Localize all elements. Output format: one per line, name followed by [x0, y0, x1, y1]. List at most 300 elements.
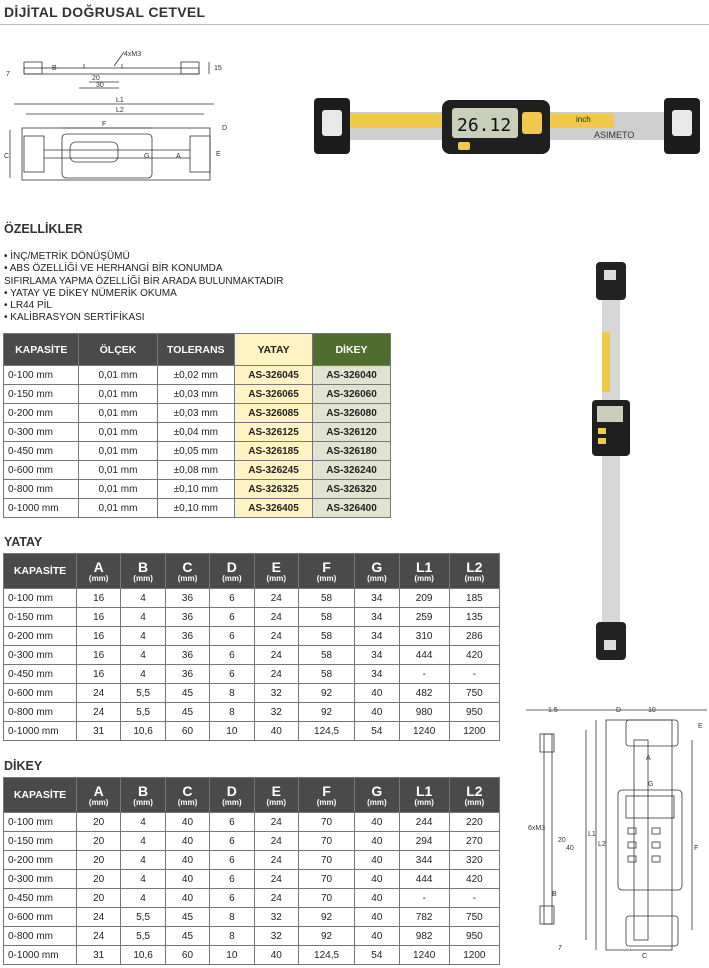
- yatay-table-cell: 5,5: [121, 703, 165, 722]
- dikey-table-cell: 40: [355, 889, 399, 908]
- header-dikey: DİKEY: [313, 334, 391, 366]
- dikey-header-e: [254, 778, 298, 813]
- spec-table-cell: AS-326040: [313, 366, 391, 385]
- yatay-table-cell: 45: [165, 703, 209, 722]
- yatay-table-cell: 32: [254, 703, 298, 722]
- spec-table-cell: 0,01 mm: [79, 499, 157, 518]
- spec-table-cell: AS-326085: [235, 404, 313, 423]
- yatay-table-cell: 8: [210, 684, 254, 703]
- drawing-label-15: 15: [214, 65, 222, 72]
- yatay-table-cell: 54: [355, 722, 399, 741]
- yatay-table-cell: 24: [254, 589, 298, 608]
- page-title: DİJİTAL DOĞRUSAL CETVEL: [4, 4, 206, 20]
- yatay-table-cell: 4: [121, 589, 165, 608]
- drawing-label-g: G: [648, 781, 654, 788]
- dikey-header-row: [4, 778, 500, 813]
- drawing-label-l2: L2: [116, 107, 124, 114]
- yatay-table-cell: 36: [165, 589, 209, 608]
- yatay-table-cell: 16: [77, 627, 121, 646]
- dikey-header-f: [298, 778, 354, 813]
- spec-table-cell: AS-326185: [235, 442, 313, 461]
- feature-item: • İNÇ/METRİK DÖNÜŞÜMÜ: [4, 251, 130, 262]
- dikey-table-row: [4, 889, 500, 908]
- yatay-table-cell: 32: [254, 684, 298, 703]
- dikey-header-letter: G: [371, 782, 383, 799]
- yatay-table-cell: 4: [121, 608, 165, 627]
- horizontal-technical-drawing: [4, 46, 239, 206]
- drawing-label-a: A: [176, 153, 181, 160]
- dikey-table-cell: 982: [399, 927, 449, 946]
- yatay-header-unit: (mm): [367, 573, 387, 583]
- yatay-table-cell: 58: [298, 627, 354, 646]
- yatay-table-cell: 750: [449, 684, 499, 703]
- dikey-header-unit: (mm): [133, 797, 153, 807]
- yatay-table-cell: 36: [165, 665, 209, 684]
- spec-table-cell: 0-100 mm: [4, 366, 79, 385]
- yatay-table-cell: 0-100 mm: [4, 589, 77, 608]
- spec-header-row: [4, 334, 391, 366]
- dikey-table-cell: 124,5: [298, 946, 354, 965]
- dikey-header-unit: (mm): [464, 797, 485, 807]
- dikey-header-letter: B: [138, 782, 149, 799]
- yatay-table-cell: 16: [77, 665, 121, 684]
- yatay-header-unit: (mm): [316, 573, 337, 583]
- yatay-header-unit: (mm): [464, 573, 485, 583]
- dikey-table-cell: 40: [355, 927, 399, 946]
- yatay-header-g: [355, 554, 399, 589]
- header-olcek: ÖLÇEK: [79, 334, 157, 366]
- spec-table-cell: ±0,05 mm: [157, 442, 235, 461]
- yatay-table-cell: 58: [298, 646, 354, 665]
- yatay-table-cell: 286: [449, 627, 499, 646]
- dikey-table-cell: 40: [165, 889, 209, 908]
- dikey-table-cell: 40: [165, 870, 209, 889]
- dikey-table-cell: 4: [121, 851, 165, 870]
- dikey-table-cell: 6: [210, 832, 254, 851]
- dikey-table-cell: 24: [254, 851, 298, 870]
- display-value: 26.12: [457, 115, 512, 136]
- dikey-table-cell: 6: [210, 851, 254, 870]
- header-tolerans: TOLERANS: [157, 334, 235, 366]
- feature-item: SIFIRLAMA YAPMA ÖZELLİĞİ BİR ARADA BULUNMAKTADIR: [4, 275, 284, 287]
- dikey-table-row: [4, 851, 500, 870]
- dikey-table-cell: 70: [298, 813, 354, 832]
- dikey-header-letter: A: [93, 782, 104, 799]
- yatay-header-l2: [449, 554, 499, 589]
- dikey-table-cell: 950: [449, 927, 499, 946]
- yatay-table-cell: 16: [77, 646, 121, 665]
- spec-table-cell: 0-450 mm: [4, 442, 79, 461]
- drawing-label-d: D: [222, 125, 228, 132]
- horizontal-scale-photo: [314, 92, 700, 160]
- feature-item: • KALİBRASYON SERTİFİKASI: [4, 312, 145, 324]
- yatay-heading: YATAY: [4, 535, 43, 549]
- dikey-header-d: [210, 778, 254, 813]
- dikey-header-l1: [399, 778, 449, 813]
- dikey-header-unit: (mm): [177, 797, 198, 807]
- spec-table-cell: 0,01 mm: [79, 385, 157, 404]
- spec-table-cell: 0,01 mm: [79, 423, 157, 442]
- dikey-table-cell: 220: [449, 813, 499, 832]
- feature-item: • ABS ÖZELLİĞİ VE HERHANGİ BİR KONUMDA: [4, 263, 223, 275]
- dikey-header-a: [77, 778, 121, 813]
- dikey-table-cell: 4: [121, 832, 165, 851]
- yatay-table-row: [4, 627, 500, 646]
- yatay-header-letter: A: [93, 558, 104, 575]
- drawing-label-c: C: [642, 953, 648, 960]
- yatay-table-cell: 1240: [399, 722, 449, 741]
- spec-table-cell: 0-200 mm: [4, 404, 79, 423]
- yatay-table-cell: 60: [165, 722, 209, 741]
- dikey-table-cell: 4: [121, 870, 165, 889]
- dikey-table-cell: 20: [77, 813, 121, 832]
- dikey-table-cell: 40: [355, 870, 399, 889]
- yatay-header-letter: F: [322, 558, 331, 575]
- dikey-table-cell: 24: [77, 927, 121, 946]
- spec-table-row: [4, 480, 391, 499]
- yatay-table-row: [4, 703, 500, 722]
- dikey-table-cell: 1200: [449, 946, 499, 965]
- yatay-header-row: [4, 554, 500, 589]
- drawing-label-c: C: [4, 153, 10, 160]
- spec-table-cell: AS-326400: [313, 499, 391, 518]
- feature-item: • YATAY VE DİKEY NÜMERİK OKUMA: [4, 287, 177, 299]
- dikey-table-cell: 70: [298, 870, 354, 889]
- drawing-label-20: 20: [92, 75, 100, 82]
- dikey-header-letter: D: [226, 782, 237, 799]
- drawing-label-d: D: [616, 707, 622, 714]
- drawing-label-10: 10: [648, 707, 656, 714]
- yatay-table-row: [4, 608, 500, 627]
- dikey-table-cell: 92: [298, 927, 354, 946]
- dikey-table-cell: 270: [449, 832, 499, 851]
- yatay-table-cell: 0-800 mm: [4, 703, 77, 722]
- spec-table-cell: ±0,10 mm: [157, 499, 235, 518]
- yatay-header-kapasite: KAPASİTE: [4, 554, 77, 589]
- yatay-table-cell: -: [399, 665, 449, 684]
- dikey-table-cell: 31: [77, 946, 121, 965]
- yatay-header-a: [77, 554, 121, 589]
- dikey-table-cell: 244: [399, 813, 449, 832]
- spec-table-cell: ±0,02 mm: [157, 366, 235, 385]
- spec-table-cell: 0,01 mm: [79, 404, 157, 423]
- spec-table-cell: 0,01 mm: [79, 461, 157, 480]
- dikey-table-cell: 4: [121, 889, 165, 908]
- yatay-table-cell: 34: [355, 665, 399, 684]
- spec-table-cell: AS-326045: [235, 366, 313, 385]
- dikey-table-cell: 40: [165, 813, 209, 832]
- dikey-table-row: [4, 946, 500, 965]
- dikey-table-cell: 24: [254, 889, 298, 908]
- spec-table-row: [4, 423, 391, 442]
- spec-table-cell: 0,01 mm: [79, 480, 157, 499]
- yatay-table-cell: 58: [298, 665, 354, 684]
- dikey-table-row: [4, 870, 500, 889]
- yatay-table-cell: 6: [210, 627, 254, 646]
- spec-table-cell: 0-800 mm: [4, 480, 79, 499]
- yatay-header-f: [298, 554, 354, 589]
- yatay-table-cell: 124,5: [298, 722, 354, 741]
- yatay-table-row: [4, 722, 500, 741]
- yatay-table-cell: 4: [121, 627, 165, 646]
- yatay-table-cell: 0-450 mm: [4, 665, 77, 684]
- yatay-table-row: [4, 684, 500, 703]
- drawing-label-holes: 6xM3: [528, 825, 546, 832]
- features-list: [4, 251, 284, 325]
- yatay-header-letter: B: [138, 558, 149, 575]
- yatay-table-cell: 4: [121, 665, 165, 684]
- yatay-table-cell: 58: [298, 608, 354, 627]
- yatay-table-cell: 40: [355, 684, 399, 703]
- drawing-label-b: B: [552, 891, 557, 898]
- dikey-table-cell: 20: [77, 889, 121, 908]
- yatay-table-cell: 24: [77, 703, 121, 722]
- yatay-table-cell: 10,6: [121, 722, 165, 741]
- dikey-table-cell: 0-300 mm: [4, 870, 77, 889]
- yatay-table-cell: 310: [399, 627, 449, 646]
- yatay-table-cell: 482: [399, 684, 449, 703]
- drawing-label-e: E: [216, 151, 221, 158]
- spec-table-cell: ±0,08 mm: [157, 461, 235, 480]
- yatay-header-unit: (mm): [88, 573, 109, 583]
- dikey-header-g: [355, 778, 399, 813]
- yatay-header-letter: D: [226, 558, 237, 575]
- yatay-table-cell: 40: [254, 722, 298, 741]
- drawing-label-e: E: [698, 723, 703, 730]
- dikey-header-unit: (mm): [367, 797, 387, 807]
- yatay-table-cell: 0-200 mm: [4, 627, 77, 646]
- drawing-label-l2: L2: [598, 841, 606, 848]
- yatay-table-cell: 259: [399, 608, 449, 627]
- dikey-table-cell: 4: [121, 813, 165, 832]
- spec-table-row: [4, 499, 391, 518]
- spec-table-cell: AS-326405: [235, 499, 313, 518]
- dikey-header-unit: (mm): [266, 797, 287, 807]
- yatay-table-cell: 92: [298, 684, 354, 703]
- spec-table-cell: 0,01 mm: [79, 366, 157, 385]
- yatay-header-letter: G: [371, 558, 383, 575]
- drawing-label-40: 40: [566, 845, 574, 852]
- yatay-table-cell: 24: [77, 684, 121, 703]
- spec-table-cell: ±0,04 mm: [157, 423, 235, 442]
- dikey-table-cell: 10,6: [121, 946, 165, 965]
- dikey-table-cell: 6: [210, 889, 254, 908]
- spec-table-cell: AS-326180: [313, 442, 391, 461]
- spec-table-row: [4, 461, 391, 480]
- dikey-table-cell: 32: [254, 927, 298, 946]
- dikey-table-cell: 70: [298, 832, 354, 851]
- dikey-table-cell: 24: [77, 908, 121, 927]
- dikey-table-cell: 0-1000 mm: [4, 946, 77, 965]
- dikey-table-cell: 20: [77, 851, 121, 870]
- dikey-table-cell: 320: [449, 851, 499, 870]
- display-unit-inch: inch: [576, 115, 591, 124]
- dikey-table-cell: 70: [298, 851, 354, 870]
- spec-table-cell: AS-326125: [235, 423, 313, 442]
- yatay-table-cell: 6: [210, 608, 254, 627]
- yatay-table-cell: 6: [210, 665, 254, 684]
- drawing-label-f: F: [102, 121, 107, 128]
- dikey-table-cell: 60: [165, 946, 209, 965]
- yatay-table-cell: 92: [298, 703, 354, 722]
- dikey-table-cell: 40: [355, 813, 399, 832]
- yatay-table-cell: 36: [165, 627, 209, 646]
- yatay-table-cell: -: [449, 665, 499, 684]
- drawing-label-1-5: 1.5: [548, 707, 558, 714]
- spec-table: [3, 333, 391, 518]
- spec-table-cell: AS-326325: [235, 480, 313, 499]
- dikey-table-row: [4, 813, 500, 832]
- dikey-table-cell: 45: [165, 927, 209, 946]
- drawing-label-g: G: [144, 153, 150, 160]
- spec-table-cell: AS-326120: [313, 423, 391, 442]
- yatay-table-cell: 0-1000 mm: [4, 722, 77, 741]
- yatay-table-row: [4, 589, 500, 608]
- dikey-dimensions-table: [3, 777, 500, 965]
- dikey-header-unit: (mm): [88, 797, 109, 807]
- spec-table-cell: ±0,10 mm: [157, 480, 235, 499]
- dikey-table-row: [4, 908, 500, 927]
- yatay-table-cell: 209: [399, 589, 449, 608]
- drawing-label-l1: L1: [116, 97, 124, 104]
- dikey-header-letter: E: [271, 782, 281, 799]
- dikey-table-cell: 40: [355, 908, 399, 927]
- yatay-table-cell: 16: [77, 608, 121, 627]
- spec-table-cell: AS-326245: [235, 461, 313, 480]
- dikey-table-cell: 5,5: [121, 927, 165, 946]
- yatay-header-letter: L2: [466, 558, 483, 575]
- yatay-table-cell: 24: [254, 608, 298, 627]
- yatay-header-letter: E: [271, 558, 281, 575]
- dikey-table-cell: 20: [77, 870, 121, 889]
- dikey-table-cell: 0-800 mm: [4, 927, 77, 946]
- yatay-table-cell: 45: [165, 684, 209, 703]
- yatay-table-cell: 10: [210, 722, 254, 741]
- spec-table-row: [4, 442, 391, 461]
- vertical-scale-photo: [588, 262, 638, 662]
- yatay-table-cell: 0-600 mm: [4, 684, 77, 703]
- dikey-header-letter: L1: [415, 782, 433, 799]
- drawing-label-f: F: [694, 845, 699, 852]
- dikey-table-cell: 20: [77, 832, 121, 851]
- dikey-table-cell: 0-100 mm: [4, 813, 77, 832]
- yatay-table-cell: 34: [355, 627, 399, 646]
- yatay-table-cell: 444: [399, 646, 449, 665]
- yatay-header-unit: (mm): [414, 573, 434, 583]
- dikey-header-letter: F: [322, 782, 331, 799]
- dikey-table-cell: 294: [399, 832, 449, 851]
- spec-table-cell: AS-326080: [313, 404, 391, 423]
- yatay-header-b: [121, 554, 165, 589]
- dikey-table-cell: 24: [254, 870, 298, 889]
- drawing-label-holes: 4xM3: [124, 51, 142, 58]
- yatay-table-cell: 0-300 mm: [4, 646, 77, 665]
- dikey-table-row: [4, 927, 500, 946]
- drawing-label-a: A: [646, 755, 651, 762]
- yatay-table-cell: 4: [121, 646, 165, 665]
- yatay-table-cell: 36: [165, 646, 209, 665]
- spec-table-cell: 0-600 mm: [4, 461, 79, 480]
- title-rule: [0, 24, 709, 25]
- dikey-table-cell: 0-150 mm: [4, 832, 77, 851]
- yatay-header-unit: (mm): [222, 573, 242, 583]
- dikey-table-cell: 5,5: [121, 908, 165, 927]
- dikey-table-cell: 0-600 mm: [4, 908, 77, 927]
- yatay-header-unit: (mm): [177, 573, 198, 583]
- yatay-table-cell: 34: [355, 589, 399, 608]
- yatay-table-cell: 6: [210, 646, 254, 665]
- spec-table-cell: ±0,03 mm: [157, 404, 235, 423]
- dikey-table-cell: 750: [449, 908, 499, 927]
- drawing-label-30: 30: [96, 82, 104, 89]
- yatay-header-c: [165, 554, 209, 589]
- spec-table-row: [4, 404, 391, 423]
- yatay-header-d: [210, 554, 254, 589]
- spec-table-cell: 0-300 mm: [4, 423, 79, 442]
- dikey-table-cell: 444: [399, 870, 449, 889]
- dikey-table-cell: 40: [355, 851, 399, 870]
- dikey-table-cell: 45: [165, 908, 209, 927]
- dikey-table-cell: 0-450 mm: [4, 889, 77, 908]
- dikey-table-cell: 32: [254, 908, 298, 927]
- dikey-header-letter: L2: [466, 782, 483, 799]
- yatay-table-cell: 24: [254, 646, 298, 665]
- drawing-label-b: B: [52, 65, 57, 72]
- yatay-table-cell: 36: [165, 608, 209, 627]
- dikey-header-letter: C: [182, 782, 193, 799]
- dikey-table-cell: 24: [254, 832, 298, 851]
- spec-table-cell: 0,01 mm: [79, 442, 157, 461]
- yatay-header-letter: C: [182, 558, 193, 575]
- spec-table-cell: 0-150 mm: [4, 385, 79, 404]
- yatay-table-cell: 950: [449, 703, 499, 722]
- yatay-table-row: [4, 665, 500, 684]
- header-kapasite: KAPASİTE: [4, 334, 79, 366]
- dikey-table-cell: 40: [165, 832, 209, 851]
- feature-item: • LR44 PİL: [4, 300, 52, 312]
- spec-table-cell: 0-1000 mm: [4, 499, 79, 518]
- yatay-table-cell: 24: [254, 627, 298, 646]
- drawing-label-7: 7: [558, 945, 562, 952]
- yatay-table-cell: 40: [355, 703, 399, 722]
- dikey-table-cell: 0-200 mm: [4, 851, 77, 870]
- brand-label: ASIMETO: [594, 130, 635, 140]
- dikey-table-cell: 344: [399, 851, 449, 870]
- yatay-table-cell: 0-150 mm: [4, 608, 77, 627]
- dikey-heading: DİKEY: [4, 759, 43, 773]
- dikey-table-cell: -: [449, 889, 499, 908]
- dikey-header-unit: (mm): [316, 797, 337, 807]
- dikey-table-cell: 6: [210, 870, 254, 889]
- yatay-table-cell: 34: [355, 646, 399, 665]
- yatay-table-cell: 16: [77, 589, 121, 608]
- spec-table-row: [4, 366, 391, 385]
- dikey-table-cell: 10: [210, 946, 254, 965]
- spec-table-cell: AS-326060: [313, 385, 391, 404]
- dikey-table-cell: 8: [210, 927, 254, 946]
- features-heading: ÖZELLİKLER: [4, 222, 83, 236]
- yatay-table-cell: 980: [399, 703, 449, 722]
- spec-table-row: [4, 385, 391, 404]
- dikey-table-cell: -: [399, 889, 449, 908]
- spec-table-cell: AS-326240: [313, 461, 391, 480]
- dikey-table-cell: 8: [210, 908, 254, 927]
- yatay-table-cell: 34: [355, 608, 399, 627]
- dikey-header-unit: (mm): [414, 797, 434, 807]
- yatay-table-cell: 185: [449, 589, 499, 608]
- dikey-table-cell: 420: [449, 870, 499, 889]
- dikey-table-cell: 40: [165, 851, 209, 870]
